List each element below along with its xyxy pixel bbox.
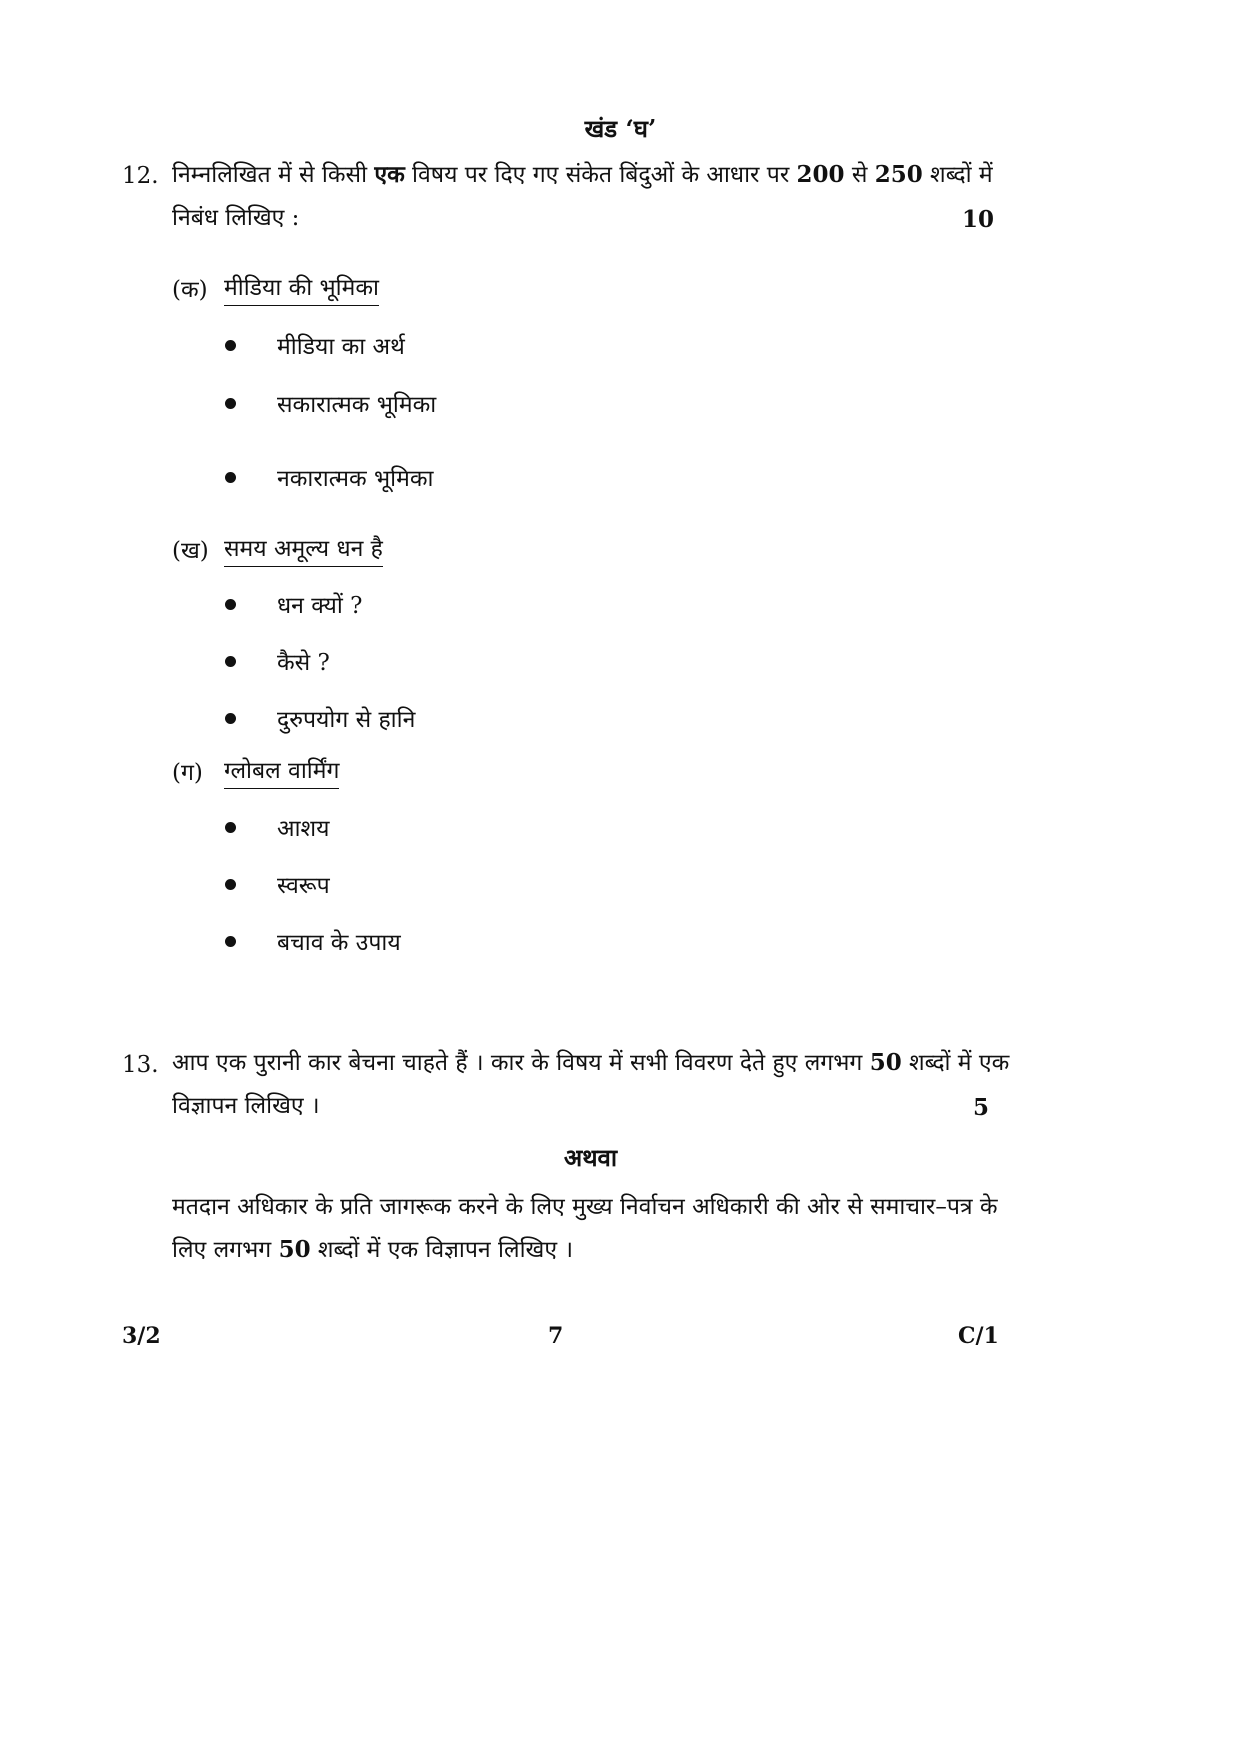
option-kha-label: (ख) <box>172 538 209 564</box>
bullet-icon <box>225 656 236 667</box>
question-13-number: 13. <box>122 1052 159 1078</box>
option-kha-point-3: दुरुपयोग से हानि <box>277 707 416 733</box>
q12-text-part: शब्दों में <box>922 162 993 188</box>
q12-emphasis-one: एक <box>374 161 405 188</box>
alt-text-part: लिए लगभग <box>172 1237 279 1263</box>
alt-text-part: शब्दों में एक विज्ञापन लिखिए । <box>310 1237 574 1263</box>
bullet-icon <box>225 472 236 483</box>
option-ka-point-2: सकारात्मक भूमिका <box>277 392 437 418</box>
bullet-icon <box>225 599 236 610</box>
question-13-marks: 5 <box>973 1094 990 1121</box>
q12-word-min: 200 <box>796 161 845 188</box>
option-ka-title: मीडिया की भूमिका <box>224 270 379 306</box>
bullet-icon <box>225 398 236 409</box>
bullet-icon <box>225 340 236 351</box>
question-13-text-line2: विज्ञापन लिखिए । <box>172 1093 320 1119</box>
alternative-text-line2 <box>172 1234 573 1266</box>
question-12-text-line1 <box>172 159 993 191</box>
bullet-icon <box>225 822 236 833</box>
q13-text-part: आप एक पुरानी कार बेचना चाहते हैं । कार के विषय में सभी विवरण देते हुए लगभग <box>172 1050 870 1076</box>
section-heading: खंड ‘घ’ <box>584 114 657 143</box>
bullet-icon <box>225 713 236 724</box>
q13-text-part: शब्दों में एक <box>901 1050 1010 1076</box>
option-ka-point-1: मीडिया का अर्थ <box>277 334 405 360</box>
alt-word-count: 50 <box>278 1236 311 1263</box>
option-ga-label: (ग) <box>172 760 203 786</box>
option-ga-title: ग्लोबल वार्मिंग <box>224 753 339 789</box>
bullet-icon <box>225 936 236 947</box>
or-label: अथवा <box>563 1143 618 1172</box>
option-ga-point-3: बचाव के उपाय <box>277 930 401 956</box>
option-ga-point-2: स्वरूप <box>277 873 330 899</box>
question-13-text-line1 <box>172 1047 1009 1079</box>
footer-code: 3/2 <box>122 1323 161 1349</box>
option-ka-point-3: नकारात्मक भूमिका <box>277 466 434 492</box>
q13-word-count: 50 <box>869 1049 902 1076</box>
footer-set: C/1 <box>958 1323 999 1349</box>
option-ga-point-1: आशय <box>277 816 330 842</box>
option-kha-title: समय अमूल्य धन है <box>224 531 383 567</box>
q12-word-max: 250 <box>874 161 923 188</box>
bullet-icon <box>225 879 236 890</box>
option-kha-point-2: कैसे ? <box>277 650 330 676</box>
page-number: 7 <box>548 1323 564 1349</box>
option-kha-point-1: धन क्यों ? <box>277 593 363 619</box>
question-12-text-line2: निबंध लिखिए : <box>172 205 300 231</box>
option-ka-label: (क) <box>172 277 208 303</box>
q12-text-part: से <box>844 162 875 188</box>
q12-text-part: विषय पर दिए गए संकेत बिंदुओं के आधार पर <box>404 162 797 188</box>
question-12-marks: 10 <box>962 206 995 233</box>
alternative-text-line1: मतदान अधिकार के प्रति जागरूक करने के लिए मुख्य निर्वाचन अधिकारी की ओर से समाचार–पत्र के <box>172 1194 998 1220</box>
q12-text-part: निम्नलिखित में से किसी <box>172 162 375 188</box>
question-12-number: 12. <box>122 163 159 189</box>
